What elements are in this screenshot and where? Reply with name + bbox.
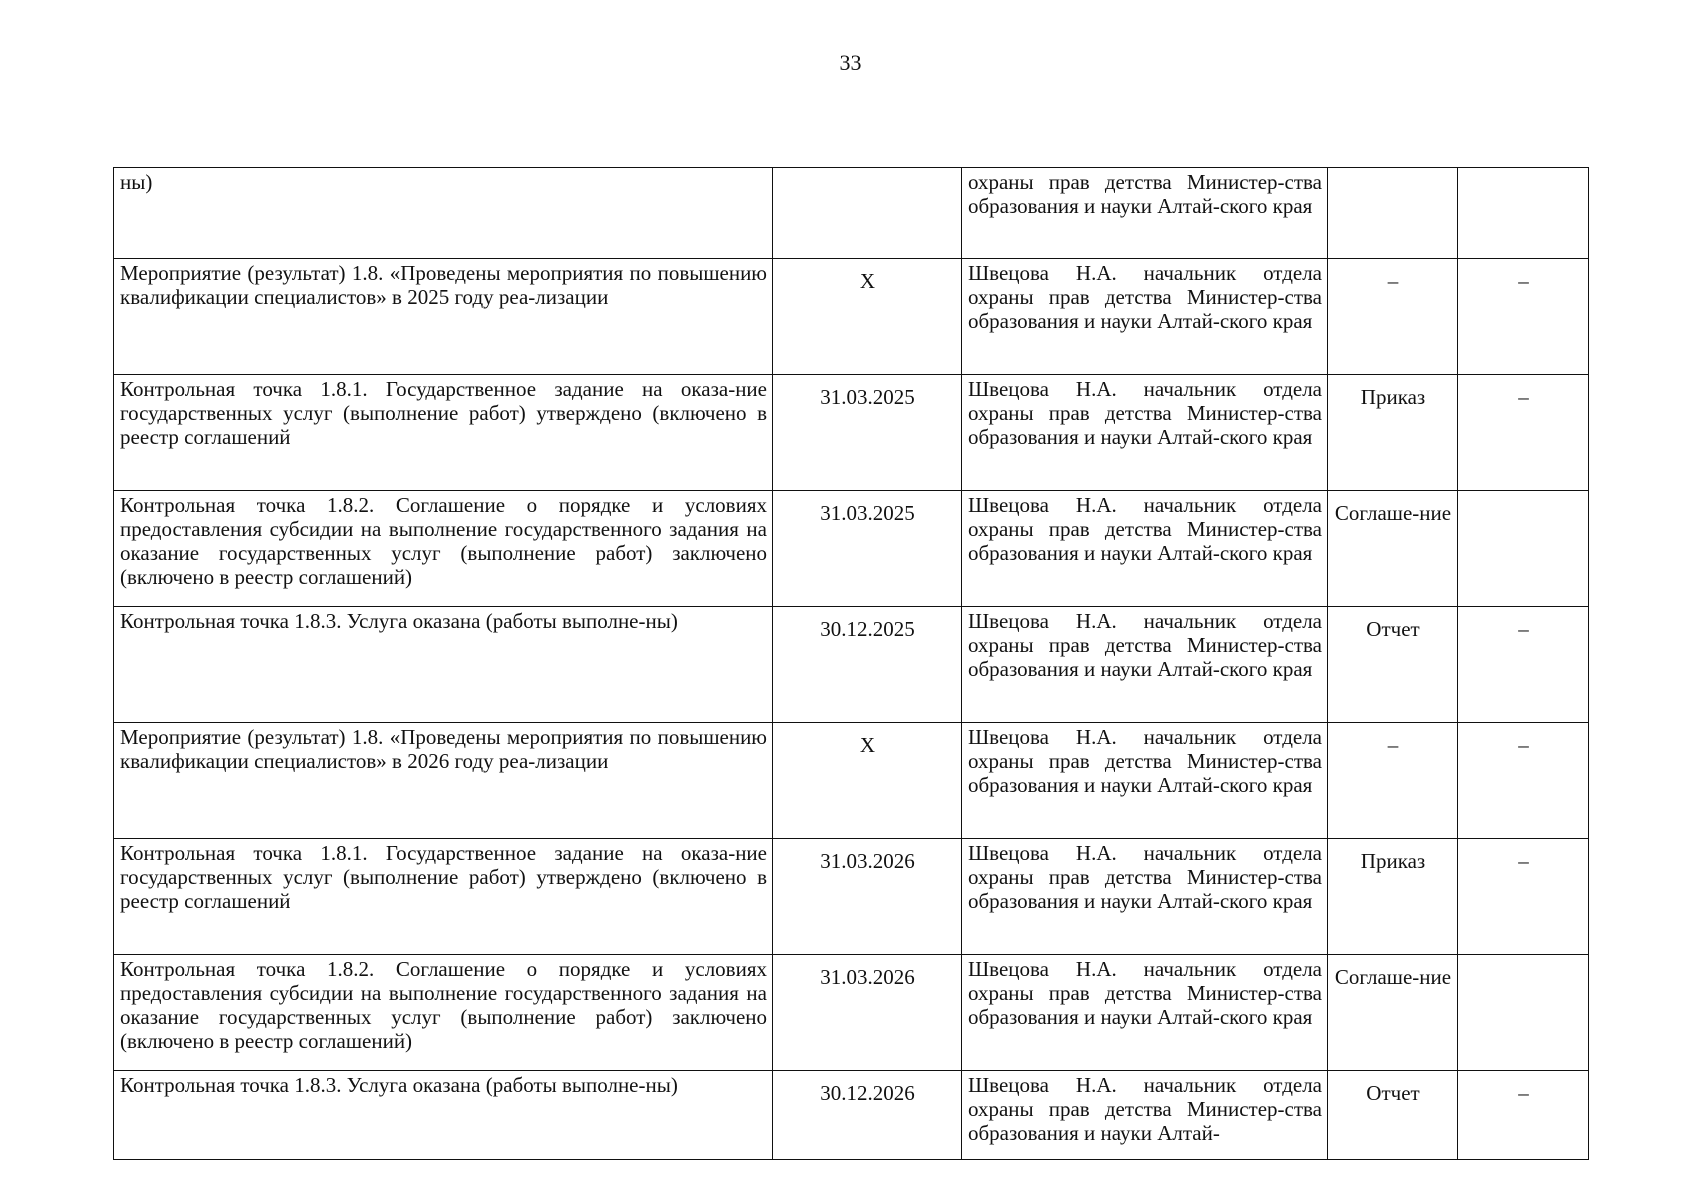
info-cell bbox=[1458, 607, 1589, 723]
document-cell bbox=[1328, 1071, 1458, 1160]
date-cell bbox=[773, 955, 962, 1071]
info-text: – bbox=[1518, 385, 1529, 409]
responsible-text: Швецова Н.А. начальник отдела охраны прав детства Министер-ства образования и науки Алтай- bbox=[968, 1073, 1322, 1145]
activity-text: Контрольная точка 1.8.1. Государственное задание на оказа-ние государственных услуг (выполнение работ) утверждено (включено в реестр соглашений bbox=[120, 841, 767, 913]
document-text: Соглаше-ние bbox=[1334, 501, 1452, 525]
date-text: Х bbox=[859, 269, 876, 293]
document-cell bbox=[1328, 168, 1458, 259]
document-cell bbox=[1328, 375, 1458, 491]
document-cell bbox=[1328, 259, 1458, 375]
responsible-cell bbox=[962, 259, 1328, 375]
document-text: Соглаше-ние bbox=[1334, 965, 1452, 989]
info-cell bbox=[1458, 723, 1589, 839]
activity-text: Контрольная точка 1.8.2. Соглашение о порядке и условиях предоставления субсидии на выполнение государственного задания на оказание государственных услуг (выполнение работ) заключено (включено в реестр соглашений) bbox=[120, 957, 767, 1053]
info-text: – bbox=[1518, 617, 1529, 641]
info-text: – bbox=[1518, 1081, 1529, 1105]
date-text: Х bbox=[859, 733, 876, 757]
responsible-cell bbox=[962, 491, 1328, 607]
date-cell bbox=[773, 491, 962, 607]
date-cell bbox=[773, 723, 962, 839]
activity-text: Контрольная точка 1.8.3. Услуга оказана (работы выполне-ны) bbox=[120, 1073, 678, 1097]
activity-text: Контрольная точка 1.8.2. Соглашение о порядке и условиях предоставления субсидии на выполнение государственного задания на оказание государственных услуг (выполнение работ) заключено (включено в реестр соглашений) bbox=[120, 493, 767, 589]
responsible-text: Швецова Н.А. начальник отдела охраны прав детства Министер-ства образования и науки Алтай-ского края bbox=[968, 493, 1322, 565]
info-text: – bbox=[1518, 849, 1529, 873]
control-points-table bbox=[113, 167, 1589, 1160]
table-row bbox=[114, 375, 1589, 491]
info-cell bbox=[1458, 955, 1589, 1071]
date-cell bbox=[773, 839, 962, 955]
table-row bbox=[114, 259, 1589, 375]
date-cell bbox=[773, 1071, 962, 1160]
activity-cell bbox=[114, 1071, 773, 1160]
activity-text: Контрольная точка 1.8.3. Услуга оказана (работы выполне-ны) bbox=[120, 609, 678, 633]
date-cell bbox=[773, 375, 962, 491]
info-cell bbox=[1458, 1071, 1589, 1160]
table-row bbox=[114, 839, 1589, 955]
responsible-cell bbox=[962, 607, 1328, 723]
document-cell bbox=[1328, 491, 1458, 607]
date-text: 31.03.2025 bbox=[820, 385, 915, 409]
responsible-text: Швецова Н.А. начальник отдела охраны прав детства Министер-ства образования и науки Алтай-ского края bbox=[968, 261, 1322, 333]
responsible-cell bbox=[962, 955, 1328, 1071]
table-row bbox=[114, 955, 1589, 1071]
document-text: Отчет bbox=[1366, 1081, 1420, 1105]
info-cell bbox=[1458, 839, 1589, 955]
activity-text: Контрольная точка 1.8.1. Государственное задание на оказа-ние государственных услуг (выполнение работ) утверждено (включено в реестр соглашений bbox=[120, 377, 767, 449]
table-row bbox=[114, 491, 1589, 607]
responsible-text: Швецова Н.А. начальник отдела охраны прав детства Министер-ства образования и науки Алтай-ского края bbox=[968, 609, 1322, 681]
responsible-text: охраны прав детства Министер-ства образования и науки Алтай-ского края bbox=[968, 170, 1322, 218]
document-text: Приказ bbox=[1360, 385, 1426, 409]
table-row bbox=[114, 723, 1589, 839]
info-cell bbox=[1458, 491, 1589, 607]
responsible-cell bbox=[962, 723, 1328, 839]
document-text: – bbox=[1387, 269, 1399, 293]
activity-cell bbox=[114, 955, 773, 1071]
info-cell bbox=[1458, 168, 1589, 259]
info-cell bbox=[1458, 375, 1589, 491]
date-text: 31.03.2025 bbox=[820, 501, 915, 525]
date-cell bbox=[773, 168, 962, 259]
activity-cell bbox=[114, 491, 773, 607]
info-text: – bbox=[1518, 733, 1529, 757]
responsible-text: Швецова Н.А. начальник отдела охраны прав детства Министер-ства образования и науки Алтай-ского края bbox=[968, 377, 1322, 449]
table-row bbox=[114, 607, 1589, 723]
activity-text: ны) bbox=[120, 170, 153, 194]
page-number: 33 bbox=[839, 50, 862, 75]
responsible-text: Швецова Н.А. начальник отдела охраны прав детства Министер-ства образования и науки Алтай-ского края bbox=[968, 957, 1322, 1029]
responsible-cell bbox=[962, 375, 1328, 491]
responsible-cell bbox=[962, 168, 1328, 259]
responsible-text: Швецова Н.А. начальник отдела охраны прав детства Министер-ства образования и науки Алтай-ского края bbox=[968, 725, 1322, 797]
date-text: 30.12.2026 bbox=[820, 1081, 915, 1105]
table-row bbox=[114, 168, 1589, 259]
date-cell bbox=[773, 607, 962, 723]
activity-text: Мероприятие (результат) 1.8. «Проведены мероприятия по повышению квалификации специалистов» в 2026 году реа-лизации bbox=[120, 725, 767, 773]
responsible-text: Швецова Н.А. начальник отдела охраны прав детства Министер-ства образования и науки Алтай-ского края bbox=[968, 841, 1322, 913]
responsible-cell bbox=[962, 1071, 1328, 1160]
activity-cell bbox=[114, 168, 773, 259]
document-cell bbox=[1328, 955, 1458, 1071]
activity-cell bbox=[114, 607, 773, 723]
date-text: 30.12.2025 bbox=[820, 617, 915, 641]
date-cell bbox=[773, 259, 962, 375]
activity-cell bbox=[114, 259, 773, 375]
document-cell bbox=[1328, 607, 1458, 723]
table-row bbox=[114, 1071, 1589, 1160]
document-text: – bbox=[1387, 733, 1399, 757]
date-text: 31.03.2026 bbox=[820, 965, 915, 989]
document-text: Приказ bbox=[1360, 849, 1426, 873]
document-cell bbox=[1328, 723, 1458, 839]
info-text: – bbox=[1518, 269, 1529, 293]
info-cell bbox=[1458, 259, 1589, 375]
responsible-cell bbox=[962, 839, 1328, 955]
document-cell bbox=[1328, 839, 1458, 955]
activity-cell bbox=[114, 839, 773, 955]
activity-cell bbox=[114, 375, 773, 491]
date-text: 31.03.2026 bbox=[820, 849, 915, 873]
activity-text: Мероприятие (результат) 1.8. «Проведены мероприятия по повышению квалификации специалистов» в 2025 году реа-лизации bbox=[120, 261, 767, 309]
activity-cell bbox=[114, 723, 773, 839]
document-text: Отчет bbox=[1366, 617, 1420, 641]
